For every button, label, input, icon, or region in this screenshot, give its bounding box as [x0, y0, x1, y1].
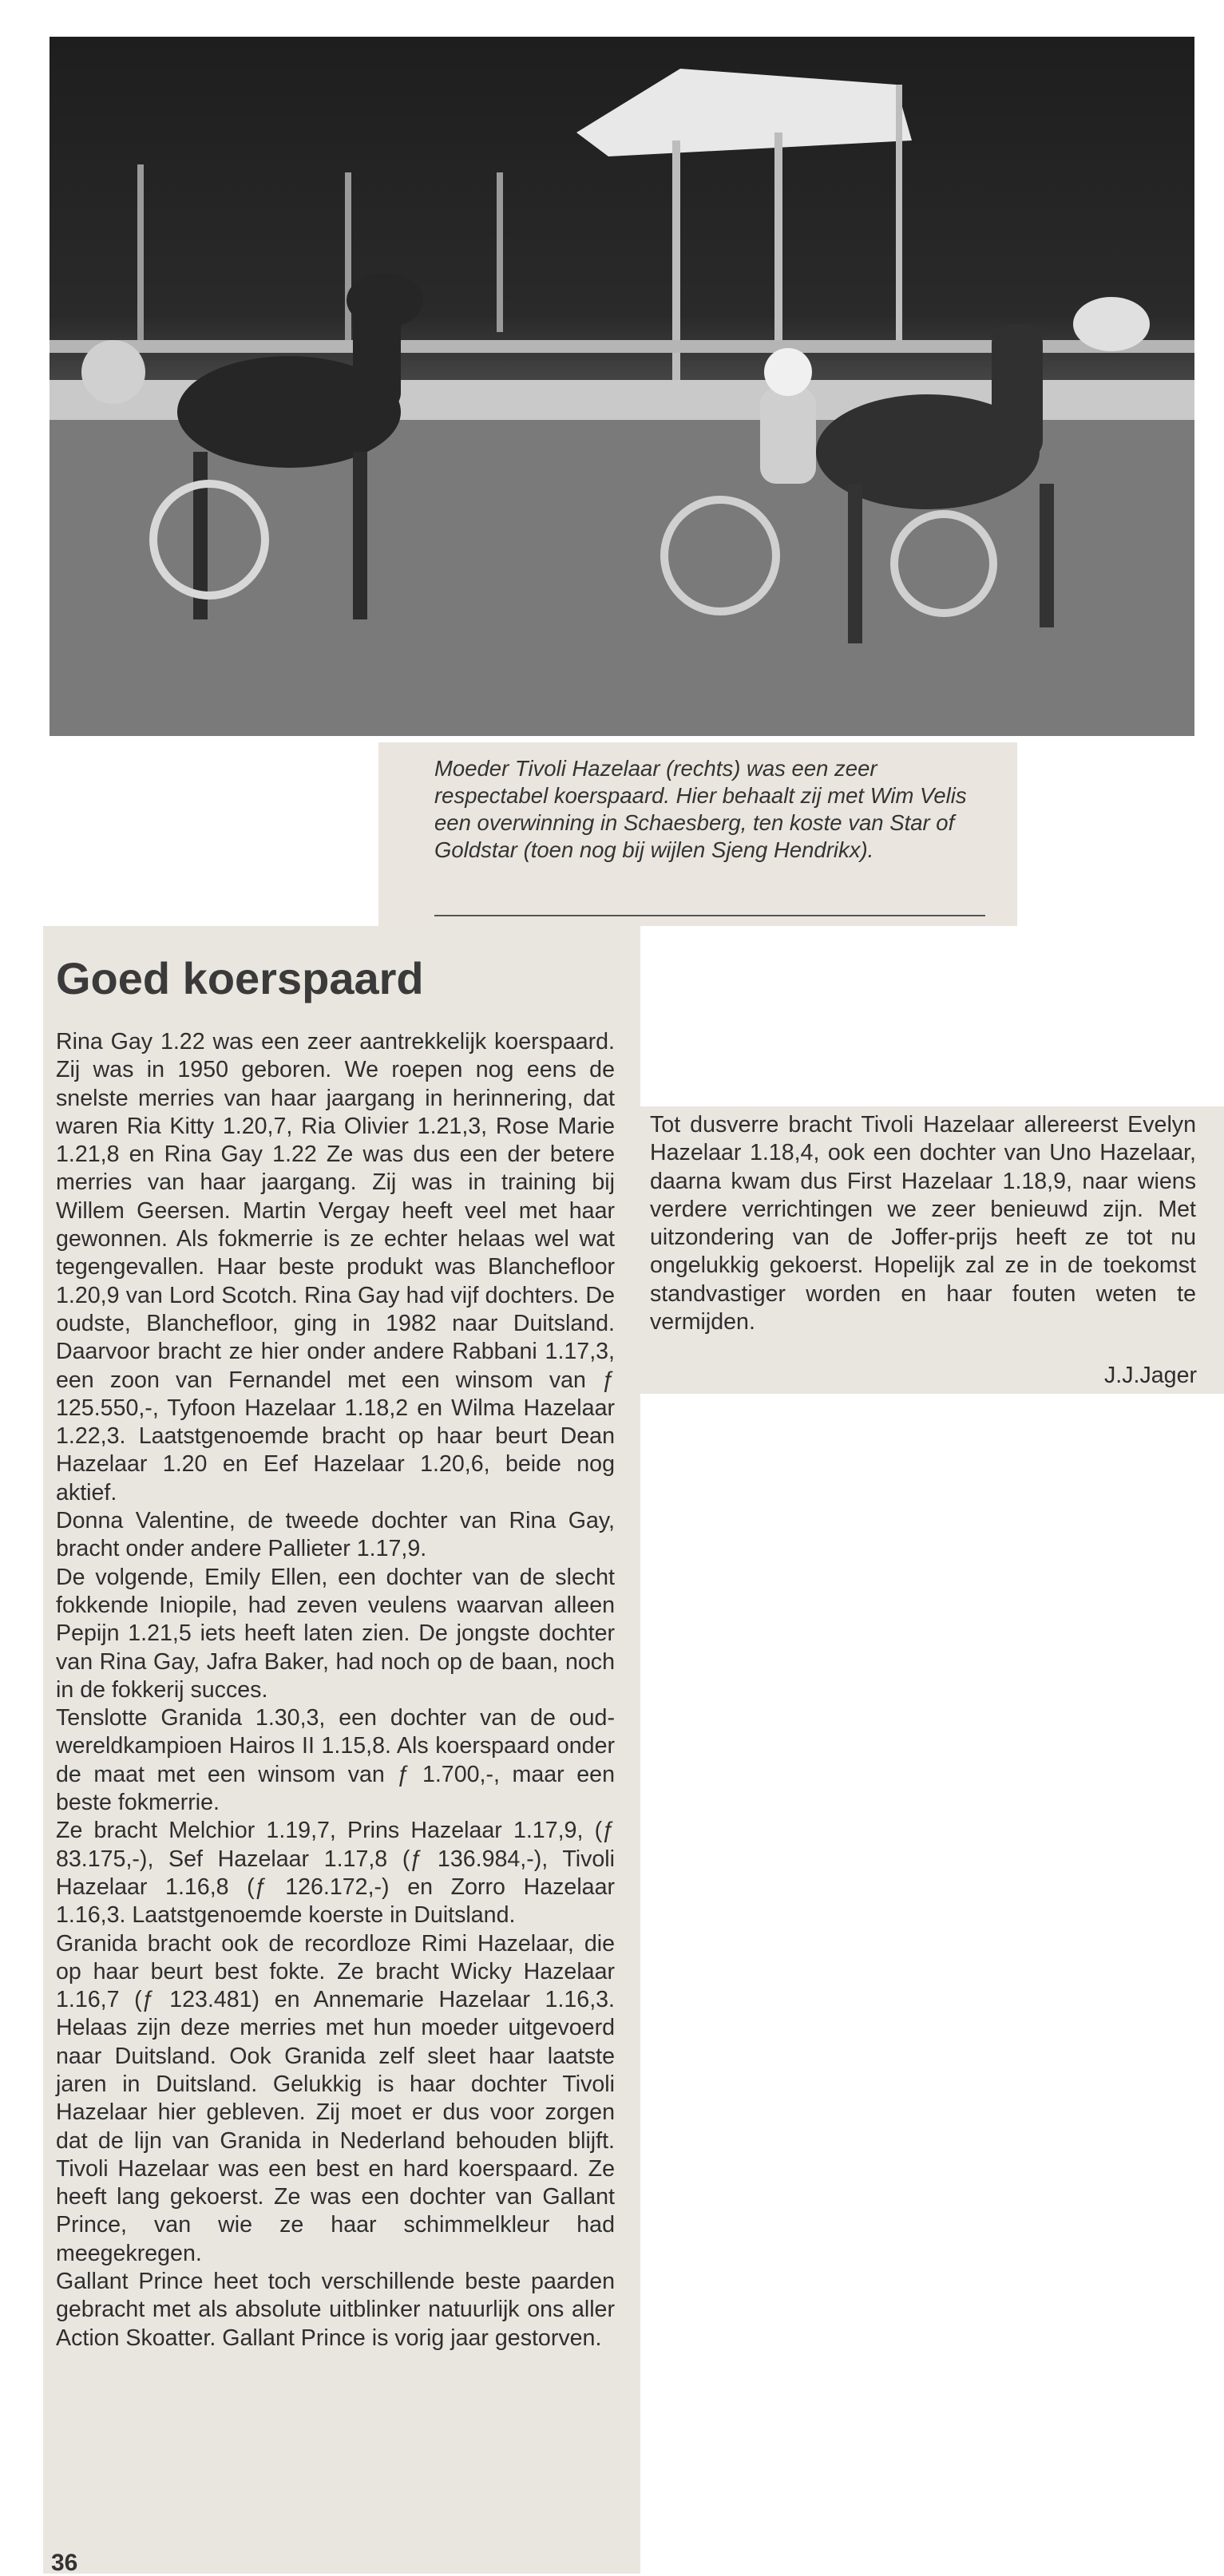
tent-pole — [774, 133, 782, 372]
light-pole — [137, 164, 144, 348]
article-author: J.J.Jager — [1103, 1363, 1197, 1388]
tent-pole — [672, 140, 680, 404]
article-paragraph: Ze bracht Melchior 1.19,7, Prins Hazelaar 1.17,9, (ƒ 83.175,-), Sef Hazelaar 1.17,8 (ƒ 136.984,-), Tivoli Hazelaar 1.16,8 (ƒ 126.172,-) en Zorro Hazelaar 1.16,3. Laatstgenoemde koerste in Duitsland. — [56, 1818, 615, 1929]
horse-hood — [1073, 297, 1150, 351]
article-continuation: Tot dusverre bracht Tivoli Hazelaar allereerst Evelyn Hazelaar 1.18,4, ook een dochter van Uno Hazelaar, daarna kwam dus First Hazelaar 1.18,9, naar wiens verdere verrichtingen we zeer benieuwd zijn. Met uitzondering van de Joffer-prijs heeft ze tot nu ongelukkig gekoerst. Hopelijk zal ze in de toekomst standvastiger worden en haar fouten weten te vermijden. — [650, 1112, 1196, 1335]
article-column — [43, 926, 640, 2574]
article-paragraph: De volgende, Emily Ellen, een dochter van de slecht fokkende Iniopile, had zeven veulens waarvan alleen Pepijn 1.21,5 iets heeft laten zien. De jongste dochter van Rina Gay, Jafra Baker, had noch op de baan, noch in de fokkerij succes. — [56, 1564, 615, 1703]
harness-racing-photo — [50, 37, 1194, 736]
page-number: 36 — [51, 2550, 78, 2576]
article-heading: Goed koerspaard — [56, 953, 424, 1003]
photo-caption: Moeder Tivoli Hazelaar (rechts) was een zeer respectabel koerspaard. Hier behaalt zij met Wim Velis een overwinning in Schaesberg, ten koste van Star of Goldstar (toen nog bij wijlen Sjeng Hendrikx). — [434, 756, 967, 862]
light-pole — [497, 172, 503, 332]
article-paragraph: Donna Valentine, de tweede dochter van Rina Gay, bracht onder andere Pallieter 1.17,9. — [56, 1508, 615, 1562]
tent-pole — [896, 85, 902, 340]
article-body — [56, 1028, 615, 2352]
article-continuation-box — [639, 1106, 1224, 1394]
article-paragraph: Tenslotte Granida 1.30,3, een dochter van de oud-wereldkampioen Hairos II 1.15,8. Als koerspaard onder de maat met een winsom van ƒ 1.700,-, maar een beste fokmerrie. — [56, 1705, 615, 1816]
article-paragraph: Granida bracht ook de recordloze Rimi Hazelaar, die op haar beurt best fokte. Ze bracht Wicky Hazelaar 1.16,7 (ƒ 123.481) en Annemarie Hazelaar 1.16,3. Helaas zijn deze merries met hun moeder uitgevoerd naar Duitsland. Ook Granida zelf sleet haar laatste jaren in Duitsland. Gelukkig is haar dochter Tivoli Hazelaar hier gebleven. Zij moet er dus voor zorgen dat de lijn van Granida in Nederland behouden blijft. Tivoli Hazelaar was een best en hard koerspaard. Ze heeft lang gekoerst. Ze was een dochter van Gallant Prince, van wie ze haar schimmelkleur had meegekregen. — [56, 1930, 615, 2266]
article-paragraph: Gallant Prince heet toch verschillende beste paarden gebracht met als absolute uitblinker natuurlijk ons aller Action Skoatter. Gallant Prince is vorig jaar gestorven. — [56, 2269, 615, 2351]
photo-caption-box — [378, 742, 1017, 926]
caption-divider — [434, 915, 985, 916]
driver-right — [760, 388, 816, 484]
tent-canopy — [576, 69, 912, 156]
photo-illustration — [50, 37, 1194, 736]
driver-left — [81, 340, 145, 404]
light-pole — [345, 172, 351, 340]
article-paragraph: Rina Gay 1.22 was een zeer aantrekkelijk koerspaard. Zij was in 1950 geboren. We roepen nog eens de snelste merries van haar jaargang in herinnering, dat waren Ria Kitty 1.20,7, Ria Olivier 1.21,3, Rose Marie 1.21,8 en Rina Gay 1.22 Ze was dus een der betere merries van haar jaargang. Zij was in training bij Willem Geersen. Martin Vergay heeft veel met haar gewonnen. Als fokmerrie is ze echter helaas wel wat tegengevallen. Haar beste produkt was Blanchefloor 1.20,9 van Lord Scotch. Rina Gay had vijf dochters. De oudste, Blanchefloor, ging in 1982 naar Duitsland. Daarvoor bracht ze hier onder andere Rabbani 1.17,3, een zoon van Fernandel met een winsom van ƒ 125.550,-, Tyfoon Hazelaar 1.18,2 en Wilma Hazelaar 1.22,3. Laatstgenoemde bracht op haar beurt Dean Hazelaar 1.20 en Eef Hazelaar 1.20,6, beide nog aktief. — [56, 1029, 615, 1506]
